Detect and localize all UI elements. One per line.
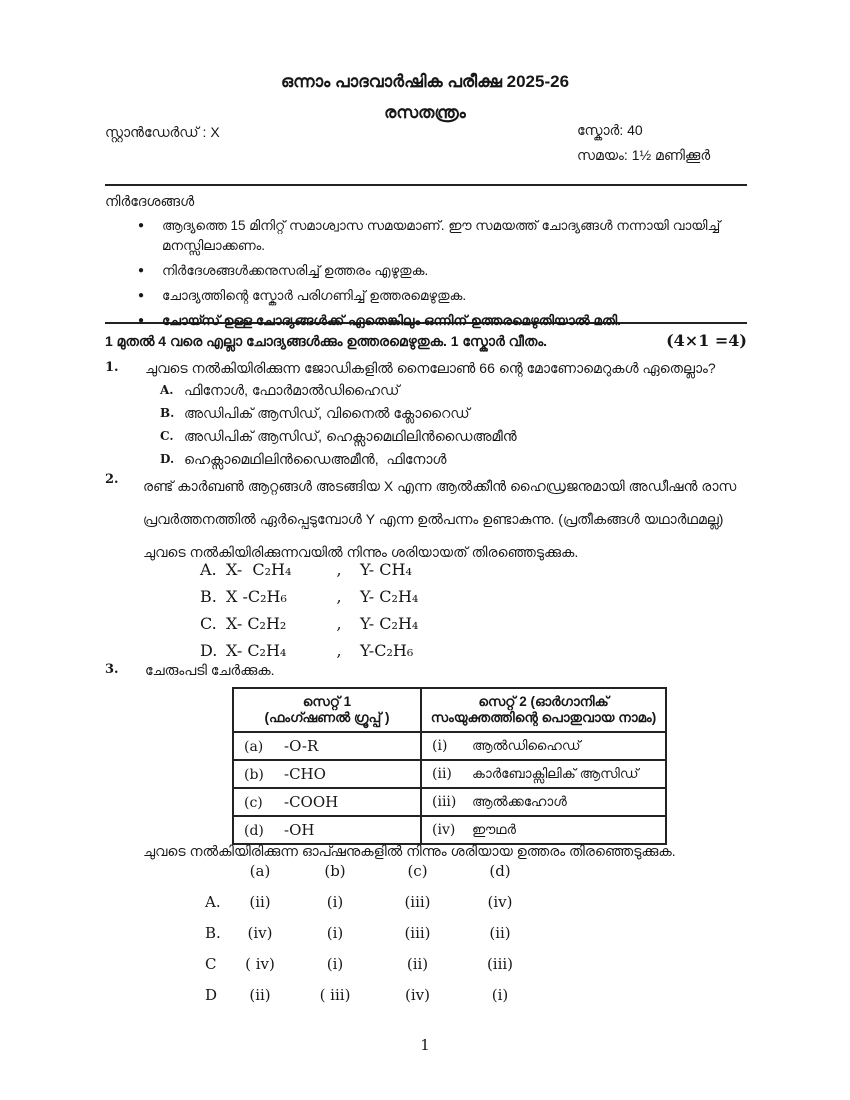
matrix-cell: (i) xyxy=(491,986,509,1004)
table-row xyxy=(233,788,666,816)
set2-header-cell xyxy=(421,688,666,732)
option-y-formula: Y- C₂H₄ xyxy=(360,614,419,633)
row-label: (b) xyxy=(244,767,264,783)
matrix-row-c xyxy=(185,955,540,973)
section-heading-row xyxy=(105,331,747,350)
time-label: സമയം xyxy=(577,147,624,163)
table-row xyxy=(233,816,666,844)
question-3 xyxy=(105,662,745,679)
compound-name: ഈഥർ xyxy=(472,822,516,837)
matrix-cell: (iii) xyxy=(404,924,431,942)
option-d xyxy=(200,641,418,660)
option-label: A. xyxy=(160,383,174,397)
matrix-col-d: (d) xyxy=(489,862,511,880)
set2-header-line2: സംയുക്തത്തിന്റെ പൊതുവായ നാമം) xyxy=(430,710,657,725)
option-x-formula: X -C₂H₆ xyxy=(226,587,287,606)
matrix-row-label: D xyxy=(205,986,218,1004)
score-line xyxy=(577,122,710,147)
option-y-formula: Y-C₂H₆ xyxy=(360,641,414,660)
compound-name: ആൽക്കഹോൾ xyxy=(472,794,567,809)
bullet-icon: ● xyxy=(138,265,145,276)
table-row xyxy=(233,732,666,760)
option-label: B. xyxy=(200,587,217,606)
bullet-icon: ● xyxy=(138,220,145,231)
time-value: : 1½ മണിക്കൂർ xyxy=(623,147,711,163)
option-text: ഫിനോൾ, ഫോർമാൽഡിഹൈഡ് xyxy=(184,382,400,398)
option-label: A. xyxy=(200,560,217,579)
set2-cell xyxy=(421,816,666,844)
option-c xyxy=(160,428,517,445)
score-value: : 40 xyxy=(619,122,643,138)
matrix-cell: (iv) xyxy=(247,924,273,942)
question-3-number: 3. xyxy=(105,662,119,677)
question-2-line: രണ്ട് കാർബൺ ആറ്റങ്ങൾ അടങ്ങിയ X എന്ന ആൽക്കീൻ ഹൈഡ്രജനുമായി അഡീഷൻ രാസ xyxy=(143,478,737,494)
question-2-line: ചുവടെ നൽകിയിരിക്കുന്നവയിൽ നിന്നും ശരിയായത് തിരഞ്ഞെടുക്കുക. xyxy=(143,544,579,560)
set1-cell xyxy=(233,760,421,788)
matrix-cell: (i) xyxy=(326,955,344,973)
matrix-col-c: (c) xyxy=(407,862,428,880)
option-c xyxy=(200,614,418,633)
section-heading: 1 മുതൽ 4 വരെ എല്ലാ ചോദ്യങ്ങൾക്കും ഉത്തരമെഴുതുക. 1 സ്കോർ വീതം. xyxy=(105,333,548,349)
question-2 xyxy=(105,472,145,487)
matrix-row-label: C xyxy=(205,955,217,973)
option-separator: , xyxy=(336,641,342,660)
compound-name: ആൽഡിഹൈഡ് xyxy=(472,738,581,753)
option-x-formula: X- C₂H₄ xyxy=(226,560,292,579)
option-b xyxy=(200,587,418,606)
matrix-header-spacer xyxy=(185,862,225,880)
matrix-cell: (ii) xyxy=(489,924,511,942)
row-label: (d) xyxy=(244,823,264,839)
row-label: (c) xyxy=(244,795,263,811)
matrix-row-d xyxy=(185,986,540,1004)
matrix-cell: (ii) xyxy=(249,893,271,911)
exam-title: ഒന്നാം പാദവാർഷിക പരീക്ഷ 2025-26 xyxy=(280,72,570,91)
matrix-cell: ( iii) xyxy=(319,986,351,1004)
bullet-icon: ● xyxy=(138,290,145,301)
row-label: (a) xyxy=(244,739,264,755)
standard-label: സ്റ്റാൻഡേർഡ് : X xyxy=(105,124,220,140)
bullet-icon: ● xyxy=(138,315,145,326)
instruction-text: ആദ്യത്തെ 15 മിനിറ്റ് സമാശ്വാസ സമയമാണ്. ഈ സമയത്ത് ചോദ്യങ്ങൾ നന്നായി വായിച്ച് മനസ്സിലാക്കണം. xyxy=(162,218,721,253)
matrix-cell: (iv) xyxy=(487,893,513,911)
matrix-cell: (i) xyxy=(326,924,344,942)
matrix-col-b: (b) xyxy=(324,862,346,880)
option-label: D. xyxy=(160,452,175,466)
matrix-row-label: B. xyxy=(205,924,221,942)
question-1-number: 1. xyxy=(105,360,119,375)
matrix-cell: (ii) xyxy=(249,986,271,1004)
option-x-formula: X- C₂H₄ xyxy=(226,641,287,660)
question-3-text: ചേരുംപടി ചേർക്കുക. xyxy=(145,662,275,678)
row-label: (iv) xyxy=(432,822,456,838)
functional-group: -CHO xyxy=(284,765,326,783)
matrix-row-b xyxy=(185,924,540,942)
row-label: (iii) xyxy=(432,794,457,810)
question-1-options xyxy=(160,382,517,474)
matrix-header-row xyxy=(185,862,540,880)
option-x-formula: X- C₂H₂ xyxy=(226,614,287,633)
set1-cell xyxy=(233,816,421,844)
option-separator: , xyxy=(336,560,342,579)
answer-options-matrix xyxy=(185,862,540,1017)
score-label: സ്കോർ xyxy=(577,122,620,138)
question-2-line: പ്രവർത്തനത്തിൽ ഏർപ്പെടുമ്പോൾ Y എന്ന ഉൽപന്നം ഉണ്ടാകുന്നു. (പ്രതീകങ്ങൾ യഥാർഥമല്ല) xyxy=(143,511,724,527)
section-marks: (4×1 =4) xyxy=(666,331,747,350)
option-label: C. xyxy=(200,614,217,633)
option-y-formula: Y- C₂H₄ xyxy=(360,587,419,606)
table-row xyxy=(233,760,666,788)
question-1-text: ചുവടെ നൽകിയിരിക്കുന്ന ജോഡികളിൽ നൈലോൺ 66 ന്റെ മോണോമെറുകൾ ഏതെല്ലാം? xyxy=(145,360,716,376)
matrix-cell: (iii) xyxy=(486,955,514,973)
matrix-cell: (iv) xyxy=(405,986,430,1004)
question-1 xyxy=(105,360,745,377)
option-label: D. xyxy=(200,641,218,660)
set1-cell xyxy=(233,788,421,816)
question-3-choose-instruction: ചുവടെ നൽകിയിരിക്കുന്ന ഓപ്ഷനുകളിൽ നിന്നും ശരിയായ ഉത്തരം തിരഞ്ഞെടുക്കുക. xyxy=(143,843,676,859)
instruction-item xyxy=(105,286,747,306)
matrix-cell: (i) xyxy=(326,893,344,911)
option-y-formula: Y- CH₄ xyxy=(360,560,412,579)
functional-group: -O-R xyxy=(284,737,319,755)
functional-group: -OH xyxy=(284,821,315,839)
option-text: അഡിപിക് ആസിഡ്, വിനൈൽ ക്ലോറൈഡ് xyxy=(184,405,470,421)
matrix-cell: (ii) xyxy=(406,955,429,973)
set2-cell xyxy=(421,732,666,760)
instruction-text: നിർദേശങ്ങൾക്കനുസരിച്ച് ഉത്തരം എഴുതുക. xyxy=(162,263,429,278)
subject-title: രസതന്ത്രം xyxy=(384,103,466,122)
option-separator: , xyxy=(336,587,342,606)
question-2-options xyxy=(200,560,418,668)
row-label: (i) xyxy=(432,738,448,754)
instruction-text: ചോയ്സ് ഉള്ള ചോദ്യങ്ങൾക്ക് ഏതെങ്കിലും ഒന്നിന് ഉത്തരമെഴുതിയാൽ മതി. xyxy=(162,313,621,328)
matrix-row-a xyxy=(185,893,540,911)
option-separator: , xyxy=(336,614,342,633)
set2-cell xyxy=(421,788,666,816)
score-time-block xyxy=(577,122,710,172)
time-line xyxy=(577,147,710,172)
instructions-heading: നിർദേശങ്ങൾ xyxy=(105,193,195,209)
instruction-item xyxy=(105,216,747,256)
set2-header-line1: സെറ്റ് 2 (ഓർഗാനിക് xyxy=(478,694,609,709)
set1-header-cell xyxy=(233,688,421,732)
match-the-following-table xyxy=(232,687,667,845)
set1-header-line1: സെറ്റ് 1 xyxy=(302,694,352,709)
set2-cell xyxy=(421,760,666,788)
matrix-cell: (iii) xyxy=(404,893,431,911)
set1-header-line2: (ഫംഗ്ഷണൽ ഗ്രൂപ്പ് ) xyxy=(264,710,390,725)
option-label: B. xyxy=(160,406,175,420)
instruction-text: ചോദ്യത്തിന്റെ സ്കോർ പരിഗണിച്ച് ഉത്തരമെഴുതുക. xyxy=(162,288,467,303)
question-2-number: 2. xyxy=(105,472,119,487)
functional-group: -COOH xyxy=(284,793,339,811)
matrix-row-label: A. xyxy=(205,893,221,911)
option-a xyxy=(200,560,418,579)
row-label: (ii) xyxy=(432,766,452,782)
matrix-cell: ( iv) xyxy=(245,955,275,973)
table-header-row xyxy=(233,688,666,732)
question-2-text xyxy=(143,470,747,569)
page-number: 1 xyxy=(420,1036,430,1054)
set1-cell xyxy=(233,732,421,760)
option-a xyxy=(160,382,517,399)
instruction-item xyxy=(105,311,747,331)
option-label: C. xyxy=(160,429,174,443)
instruction-item xyxy=(105,261,747,281)
option-text: അഡിപിക് ആസിഡ്, ഹെക്സാമെഥിലിൻഡൈഅമീൻ xyxy=(184,428,517,444)
instructions-box xyxy=(105,184,747,328)
compound-name: കാർബോക്സിലിക് ആസിഡ് xyxy=(472,766,639,781)
matrix-col-a: (a) xyxy=(249,862,271,880)
option-b xyxy=(160,405,517,422)
option-d xyxy=(160,451,517,468)
option-text: ഹെക്സാമെഥിലിൻഡൈഅമീൻ, ഫിനോൾ xyxy=(184,451,447,467)
